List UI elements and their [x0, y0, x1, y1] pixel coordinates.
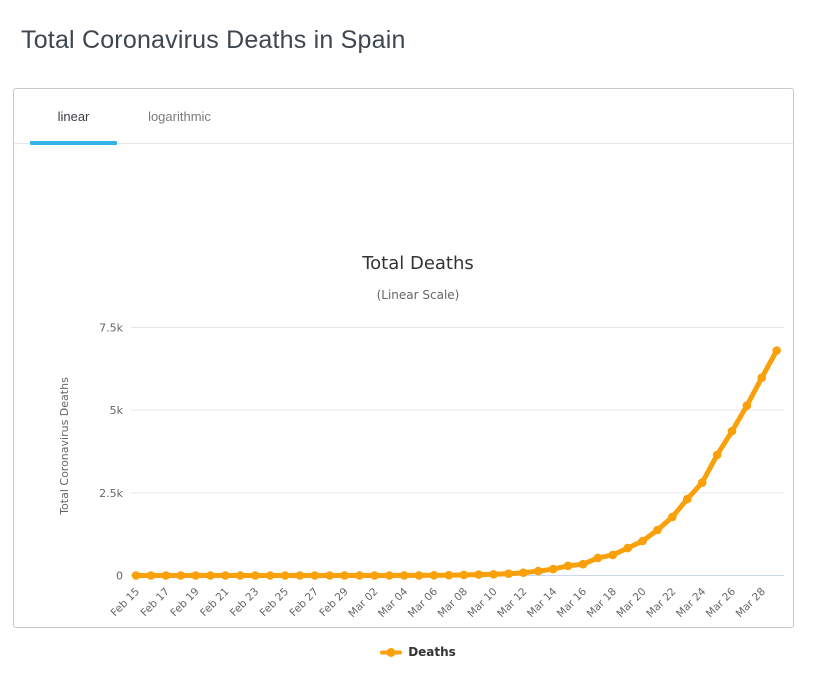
data-point[interactable]	[698, 478, 707, 487]
data-point[interactable]	[281, 571, 290, 580]
x-tick-label: Mar 02	[346, 585, 381, 620]
y-tick-label: 0	[116, 569, 123, 583]
data-point[interactable]	[609, 551, 618, 560]
x-tick-label: Mar 16	[554, 585, 590, 620]
data-point[interactable]	[579, 560, 588, 569]
legend-item-deaths[interactable]	[30, 645, 806, 659]
data-point[interactable]	[728, 427, 737, 436]
data-point[interactable]	[325, 571, 334, 580]
x-tick-label: Mar 04	[376, 585, 411, 620]
data-point[interactable]	[504, 569, 513, 578]
data-point[interactable]	[460, 571, 469, 580]
data-point[interactable]	[623, 544, 632, 553]
y-tick-label: 7.5k	[99, 321, 123, 335]
x-tick-label: Mar 08	[435, 585, 470, 620]
y-tick-label: 2.5k	[99, 486, 123, 500]
data-point[interactable]	[519, 568, 528, 577]
x-tick-label: Mar 12	[495, 585, 530, 620]
data-point[interactable]	[385, 571, 394, 580]
data-point[interactable]	[758, 373, 767, 382]
scale-tabbar	[14, 89, 793, 144]
data-point[interactable]	[162, 571, 171, 580]
chart-card	[13, 88, 794, 659]
x-tick-label: Mar 28	[733, 585, 768, 620]
active-tab-underline	[30, 141, 117, 145]
data-point[interactable]	[266, 571, 275, 580]
data-point[interactable]	[147, 571, 156, 580]
x-tick-label: Feb 17	[138, 585, 172, 620]
x-tick-label: Mar 20	[614, 585, 649, 620]
tab-logarithmic[interactable]	[131, 89, 228, 143]
data-point[interactable]	[206, 571, 215, 580]
data-point[interactable]	[564, 562, 573, 571]
data-point[interactable]	[668, 513, 677, 522]
data-point[interactable]	[653, 526, 662, 535]
tab-linear-label: linear	[57, 108, 90, 124]
deaths-line[interactable]	[136, 351, 777, 576]
data-point[interactable]	[340, 571, 349, 580]
x-tick-label: Feb 15	[108, 585, 143, 620]
data-point[interactable]	[221, 571, 230, 580]
tab-logarithmic-label: logarithmic	[148, 108, 211, 124]
data-point[interactable]	[415, 571, 424, 580]
deaths-line-chart[interactable]	[30, 239, 806, 684]
data-point[interactable]	[474, 570, 483, 579]
legend-label: Deaths	[408, 645, 456, 659]
data-point[interactable]	[594, 554, 603, 563]
x-tick-label: Feb 19	[168, 585, 202, 620]
x-tick-label: Mar 14	[525, 585, 560, 620]
data-point[interactable]	[355, 571, 364, 580]
data-point[interactable]	[370, 571, 379, 580]
x-tick-label: Feb 25	[257, 585, 292, 620]
x-tick-label: Mar 24	[674, 585, 709, 620]
tab-linear[interactable]	[30, 89, 117, 143]
chart-subtitle: (Linear Scale)	[376, 288, 460, 302]
x-tick-label: Mar 06	[405, 585, 441, 620]
data-point[interactable]	[191, 571, 200, 580]
data-point[interactable]	[132, 571, 141, 580]
x-tick-label: Mar 26	[703, 585, 739, 620]
data-point[interactable]	[236, 571, 245, 580]
x-tick-label: Feb 27	[287, 585, 321, 620]
data-point[interactable]	[743, 401, 752, 410]
x-tick-label: Mar 10	[465, 585, 500, 620]
data-point[interactable]	[296, 571, 305, 580]
data-point[interactable]	[772, 346, 781, 355]
page-title: Total Coronavirus Deaths in Spain	[21, 26, 406, 54]
data-point[interactable]	[430, 571, 439, 580]
data-point[interactable]	[176, 571, 185, 580]
legend-line-marker-icon	[380, 647, 402, 658]
chart-title: Total Deaths	[362, 253, 474, 274]
y-tick-label: 5k	[109, 404, 123, 418]
y-axis-title: Total Coronavirus Deaths	[58, 377, 71, 515]
data-point[interactable]	[534, 567, 543, 576]
data-point[interactable]	[549, 565, 558, 574]
data-point[interactable]	[489, 570, 498, 579]
x-tick-label: Feb 23	[227, 585, 262, 620]
data-point[interactable]	[311, 571, 320, 580]
x-tick-label: Feb 21	[198, 585, 232, 620]
data-point[interactable]	[251, 571, 260, 580]
data-point[interactable]	[638, 537, 647, 546]
data-point[interactable]	[445, 571, 454, 580]
x-tick-label: Feb 29	[317, 585, 351, 620]
x-tick-label: Mar 18	[584, 585, 619, 620]
x-tick-label: Mar 22	[644, 585, 679, 620]
data-point[interactable]	[683, 495, 692, 504]
data-point[interactable]	[713, 451, 722, 460]
data-point[interactable]	[400, 571, 409, 580]
